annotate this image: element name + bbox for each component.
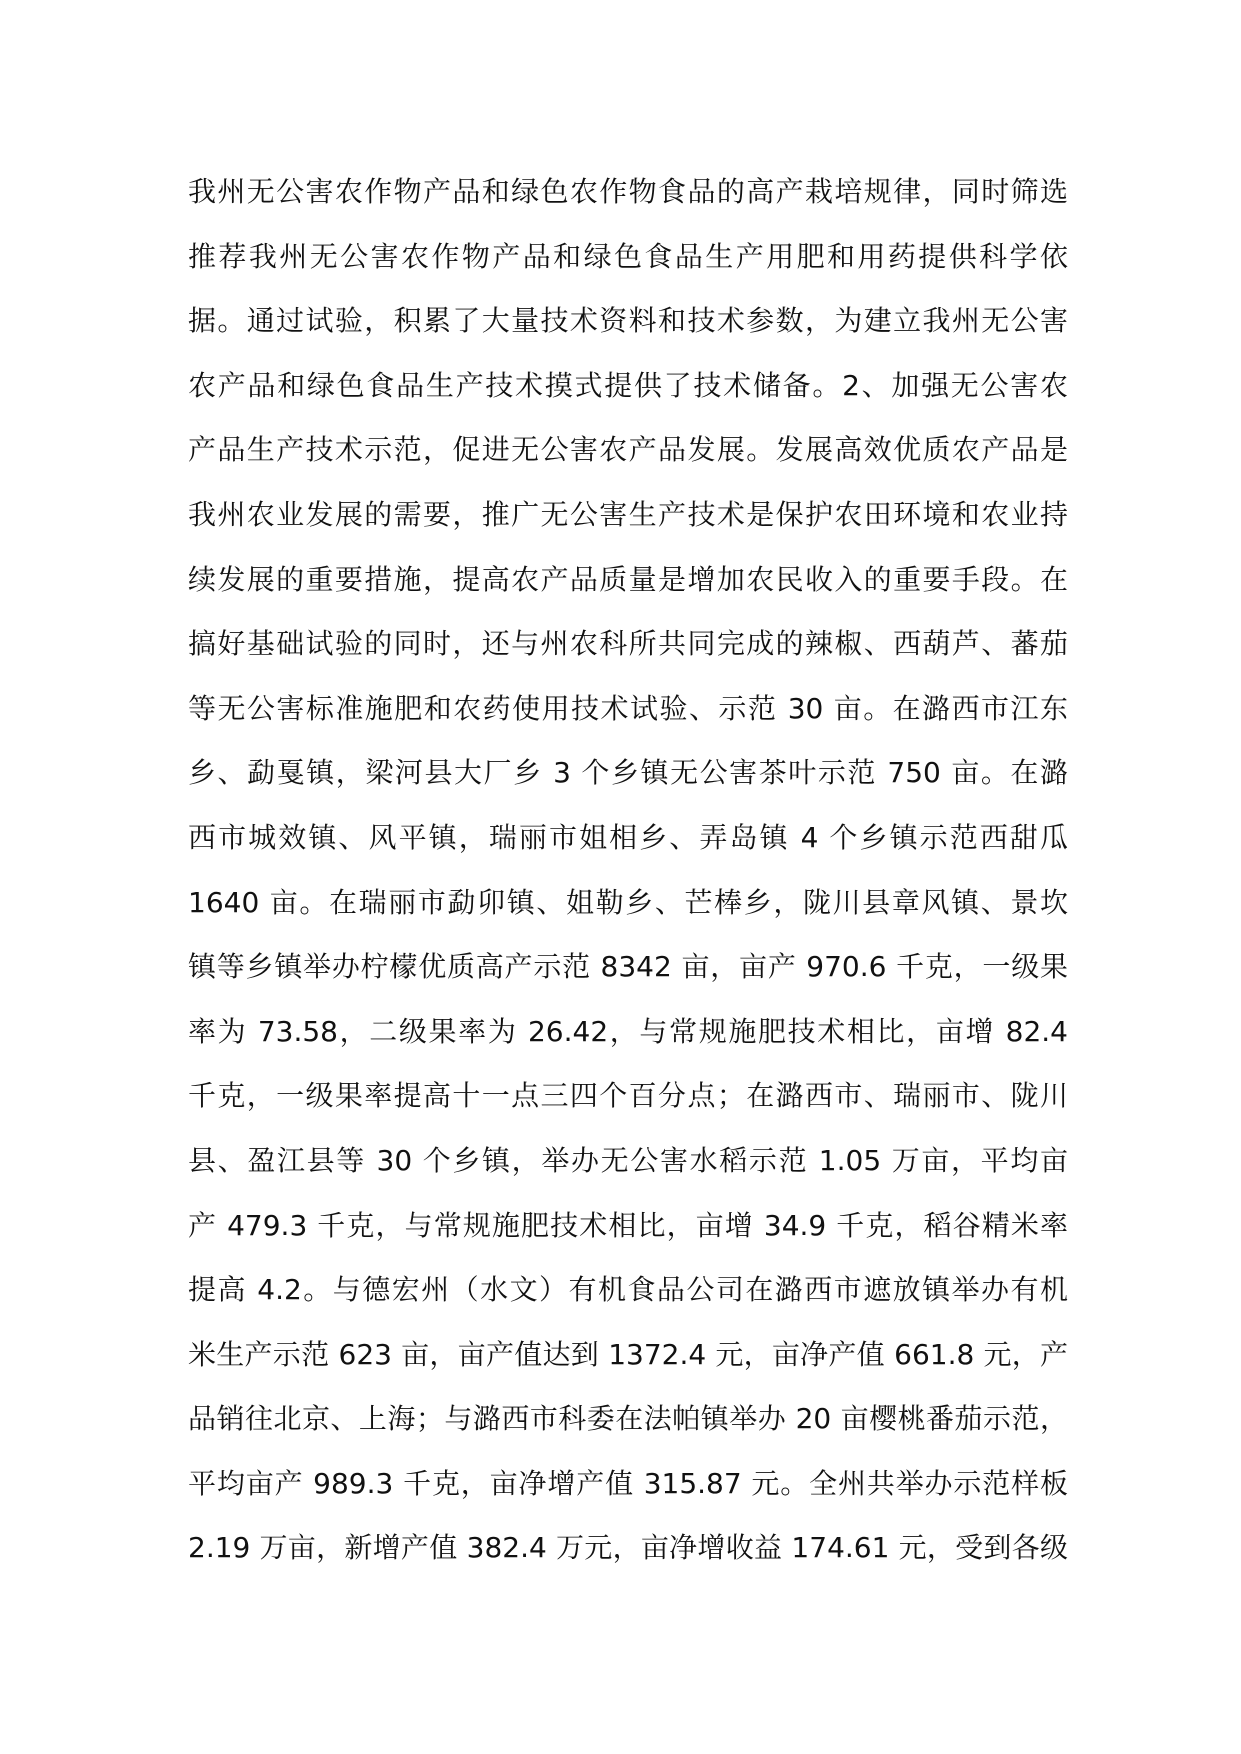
text-line: 率为 73.58，二级果率为 26.42，与常规施肥技术相比，亩增 82.4 xyxy=(188,1014,1068,1048)
text-line: 续发展的重要措施，提高农产品质量是增加农民收入的重要手段。在 xyxy=(188,562,1068,596)
text-line: 据。通过试验，积累了大量技术资料和技术参数，为建立我州无公害 xyxy=(188,304,1068,338)
text-line: 1640 亩。在瑞丽市勐卯镇、姐勒乡、芒棒乡，陇川县章风镇、景坎 xyxy=(188,885,1068,919)
text-line: 2.19 万亩，新增产值 382.4 万元，亩净增收益 174.61 元，受到各级 xyxy=(188,1531,1068,1565)
text-line: 农产品和绿色食品生产技术摸式提供了技术储备。2、加强无公害农 xyxy=(188,368,1068,402)
text-line: 提高 4.2。与德宏州（水文）有机食品公司在潞西市遮放镇举办有机 xyxy=(188,1273,1068,1307)
text-line: 我州农业发展的需要，推广无公害生产技术是保护农田环境和农业持 xyxy=(188,497,1068,531)
text-line: 平均亩产 989.3 千克，亩净增产值 315.87 元。全州共举办示范样板 xyxy=(188,1466,1068,1500)
text-line: 西市城效镇、风平镇，瑞丽市姐相乡、弄岛镇 4 个乡镇示范西甜瓜 xyxy=(188,820,1068,854)
text-line: 推荐我州无公害农作物产品和绿色食品生产用肥和用药提供科学依 xyxy=(188,239,1068,273)
text-line: 等无公害标准施肥和农药使用技术试验、示范 30 亩。在潞西市江东 xyxy=(188,691,1068,725)
text-line: 镇等乡镇举办柠檬优质高产示范 8342 亩，亩产 970.6 千克，一级果 xyxy=(188,950,1068,984)
text-line: 品销往北京、上海；与潞西市科委在法帕镇举办 20 亩樱桃番茄示范， xyxy=(188,1402,1068,1436)
body-paragraph xyxy=(188,160,1068,1581)
text-line: 我州无公害农作物产品和绿色农作物食品的高产栽培规律，同时筛选 xyxy=(188,175,1068,208)
text-line: 千克，一级果率提高十一点三四个百分点；在潞西市、瑞丽市、陇川 xyxy=(188,1079,1068,1113)
text-line: 搞好基础试验的同时，还与州农科所共同完成的辣椒、西葫芦、蕃茄 xyxy=(188,627,1068,661)
text-line: 米生产示范 623 亩，亩产值达到 1372.4 元，亩净产值 661.8 元，产 xyxy=(188,1337,1068,1371)
text-line: 产品生产技术示范，促进无公害农产品发展。发展高效优质农产品是 xyxy=(188,433,1068,467)
text-line: 产 479.3 千克，与常规施肥技术相比，亩增 34.9 千克，稻谷精米率 xyxy=(188,1208,1068,1242)
text-line: 乡、勐戛镇，梁河县大厂乡 3 个乡镇无公害茶叶示范 750 亩。在潞 xyxy=(188,756,1068,790)
text-line: 县、盈江县等 30 个乡镇，举办无公害水稻示范 1.05 万亩，平均亩 xyxy=(188,1143,1068,1177)
